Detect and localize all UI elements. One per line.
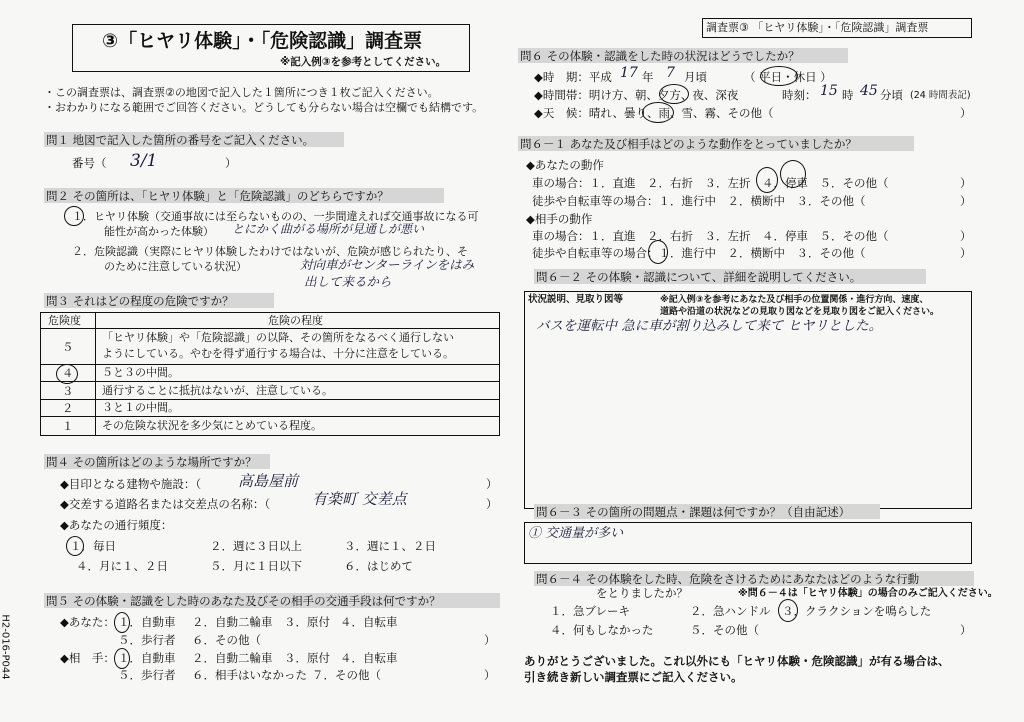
q61-you: ◆あなたの動作 (526, 158, 604, 172)
q5-you: ◆あなた： (60, 615, 115, 629)
q1-close: ） (225, 156, 237, 170)
q64-opt-1: １．急ブレーキ (550, 604, 631, 618)
q4-freq-5: ５．月に１日以下 (210, 559, 302, 573)
q64-opt-2: ２．急ハンドル (690, 604, 771, 618)
risk-desc-5b: ようにしている。やむを得ず通行する場合は、十分に注意をしている。 (102, 347, 454, 360)
q6-time-m-unit: 分頃 (880, 88, 903, 102)
q5-label: 問５ その体験・認識をした時のあなた及びその相手の交通手段は何ですか？ (46, 594, 441, 608)
q64-note: ※問６－４は「ヒヤリ体験」の場合のみご記入ください。 (738, 588, 998, 599)
form-subtitle: ※記入例③を参考としてください。 (280, 56, 447, 68)
q4-freq-2: ２．週に３日以上 (210, 539, 302, 553)
q6-weather-circle (642, 102, 674, 123)
q64-close: ） (960, 623, 972, 637)
risk-desc-1: その危険な状況を多少気にとめている程度。 (102, 419, 322, 432)
footer-line-2: 引き続き新しい調査票にご記入ください。 (524, 670, 743, 684)
q62-label: 問６－２ その体験・認識について、詳細を説明してください。 (536, 270, 862, 284)
q2-opt2-hand: 対向車がセンターラインをはみ (300, 257, 475, 272)
note-line-2: ・おわかりになる範囲でご回答ください。どうしても分らない場合は空欄でも結構です。 (44, 101, 484, 114)
q5-other-close: ） (484, 668, 496, 682)
q1-field: 番号（ (72, 156, 107, 170)
q61-car: 車の場合：１．直進 ２．右折 ３．左折 ４．停車 ５．その他（ (532, 176, 889, 190)
risk-desc-2: ３と１の中間。 (102, 401, 179, 414)
q4-road-hand: 有楽町 交差点 (312, 490, 407, 508)
q2-opt1-hand: とにかく曲がる場所が見通しが悪い (232, 222, 425, 236)
note-line-1: ・この調査票は、調査票②の地図で記入した１箇所につき１枚ご記入ください。 (44, 86, 439, 99)
q6-weather: ◆天 候：晴れ、曇り、雨、雪、霧、その他（ (534, 106, 774, 120)
q2-opt1b: 能性が高かった体験） (104, 225, 214, 238)
side-code: H2-016-P044 (0, 614, 11, 680)
q2-label: 問２ その箇所は、「ヒヤリ体験」と「危険認識」のどちらですか？ (46, 189, 389, 203)
q62-box-note: ※記入例③を参考にあなた及び相手の位置関係・進行方向、速度、 (660, 295, 929, 305)
q61-car-close: ） (960, 176, 972, 190)
q5-other: ◆相 手： (60, 651, 115, 665)
q6-label: 問６ その体験・認識をした時の状況はどうでしたか？ (520, 49, 800, 63)
q62-box-note2: 道路や沿道の状況などの見取り図などを見取り図をご記入ください。 (660, 307, 940, 317)
q61-you-circle (756, 167, 778, 193)
q6-period: ◆時 期：平成 (534, 70, 612, 84)
q2-opt2: ２．危険認識（実際にヒヤリ体験したわけではないが、危険が感じられたり、そ (72, 245, 468, 258)
q61-you-circle-2 (780, 160, 806, 188)
risk-level-4: ４ (62, 366, 74, 380)
q4-freq-label: ◆あなたの通行頻度： (60, 518, 173, 532)
q62-hand: バスを運転中 急に車が割り込みして来て ヒヤリとした。 (536, 318, 883, 334)
q4-freq-1: １．毎日 (70, 539, 116, 553)
q64-opt-3: ３．クラクションを鳴らした (782, 604, 932, 618)
q64-opt-4: ４．何もしなかった (550, 623, 654, 637)
q61-partner: ◆相手の動作 (526, 212, 593, 226)
q62-box-title: 状況説明、見取り図等 (528, 294, 624, 305)
q5-you-6: ６．その他（ (192, 633, 261, 647)
risk-desc-5: 「ヒヤリ体験」や「危険認識」の以降、その箇所をなるべく通行しない (102, 331, 454, 344)
q5-other-3: ３．原付 (284, 651, 330, 665)
q63-hand: ① 交通量が多い (528, 526, 624, 541)
q6-weather-close: ） (960, 106, 972, 120)
q4-freq-3: ３．週に１、２日 (344, 539, 436, 553)
risk-desc-3: 通行することに抵抗はないが、注意している。 (102, 384, 333, 397)
q61-car2-close: ） (960, 229, 972, 243)
q5-other-6: ６．相手はいなかった (192, 668, 307, 682)
risk-level-5: ５ (62, 340, 74, 354)
risk-table-header-desc: 危険の程度 (268, 314, 323, 327)
q61-walk: 徒歩や自転車等の場合：１．進行中 ２．横断中 ３．その他（ (532, 194, 866, 208)
q2-opt2-hand2: 出して来るから (304, 274, 392, 289)
q5-other-5: ５．歩行者 (118, 668, 176, 682)
q61-label: 問６－１ あなた及び相手はどのような動作をとっていましたか？ (520, 137, 857, 151)
q4-landmark-hand: 高島屋前 (238, 472, 299, 490)
q5-other-4: ４．自転車 (340, 651, 398, 665)
footer-line-1: ありがとうございました。これ以外にも「ヒヤリ体験・危険認識」が有る場合は、 (524, 654, 950, 668)
q4-landmark: ◆目印となる建物や施設：（ (60, 477, 202, 491)
risk-level-1: １ (62, 419, 74, 433)
q2-opt1: １．ヒヤリ体験（交通事故には至らないものの、一歩間違えれば交通事故になる可 (72, 210, 479, 223)
q64-label2: をとりましたか？ (596, 586, 688, 600)
q5-other-7: ７．その他（ (312, 668, 381, 682)
q61-walk-close: ） (960, 194, 972, 208)
q4-label: 問４ その箇所はどのような場所ですか？ (46, 455, 257, 469)
q1-answer: 3/1 (130, 151, 158, 171)
q63-label: 問６－３ その箇所の問題点・課題は何ですか？（自由記述） (536, 505, 851, 519)
q6-period-day: （ 平日・休日 ） (744, 70, 832, 84)
q1-label: 問１ 地図で記入した箇所の番号をご記入ください。 (46, 133, 315, 147)
q2-opt2b: のために注意している状況） (104, 260, 247, 273)
risk-level-3: ３ (62, 384, 74, 398)
q4-freq-6: ６．はじめて (344, 559, 413, 573)
q5-you-2: ２．自動二輪車 (192, 615, 273, 629)
q6-time-note: (24 時間表記) (910, 90, 971, 101)
q5-you-3: ３．原付 (284, 615, 330, 629)
q4-road: ◆交差する道路名または交差点の名称：（ (60, 497, 271, 511)
risk-desc-4: ５と３の中間。 (102, 366, 179, 379)
q5-you-1: １．自動車 (118, 615, 176, 629)
q4-freq-4: ４．月に１、２日 (76, 559, 168, 573)
q6-period-year: 17 (620, 65, 638, 81)
q61-car2: 車の場合：１．直進 ２．右折 ３．左折 ４．停車 ５．その他（ (532, 229, 889, 243)
q5-you-5: ５．歩行者 (118, 633, 176, 647)
q61-walk2: 徒歩や自転車等の場合：１．進行中 ２．横断中 ３．その他（ (532, 246, 866, 260)
q5-you-close: ） (484, 633, 496, 647)
q4-road-close: ） (486, 497, 498, 511)
q6-period-month: 7 (666, 65, 675, 81)
q61-walk2-close: ） (960, 246, 972, 260)
q3-label: 問３ それはどの程度の危険ですか？ (46, 294, 234, 308)
form-title: ③「ヒヤリ体験」・「危険認識」調査票 (102, 30, 423, 52)
risk-level-2: ２ (62, 401, 74, 415)
q61-partner-circle (648, 240, 668, 264)
q6-period-month-unit: 月頃 (684, 70, 707, 84)
q64-label: 問６－４ その体験をした時、危険をさけるためにあなたはどのような行動 (536, 572, 920, 586)
risk-table-header-level: 危険度 (48, 314, 81, 327)
q6-timezone-circle (659, 84, 689, 104)
q64-opt-5: ５．その他（ (690, 623, 759, 637)
q5-other-1: １．自動車 (118, 651, 176, 665)
q6-time-m: 45 (860, 83, 878, 99)
q6-timezone: ◆時間帯：明け方、朝、夕方、夜、深夜 (534, 88, 739, 102)
q4-landmark-close: ） (486, 477, 498, 491)
q5-you-4: ４．自転車 (340, 615, 398, 629)
q6-time-label: 時刻： (782, 88, 817, 102)
q6-period-year-unit: 年 (642, 70, 654, 84)
q6-time-h: 15 (820, 83, 838, 99)
q5-other-2: ２．自動二輪車 (192, 651, 273, 665)
q6-time-h-unit: 時 (842, 88, 854, 102)
top-right-header: 調査票③ 「ヒヤリ体験」・「危険認識」調査票 (706, 21, 929, 34)
